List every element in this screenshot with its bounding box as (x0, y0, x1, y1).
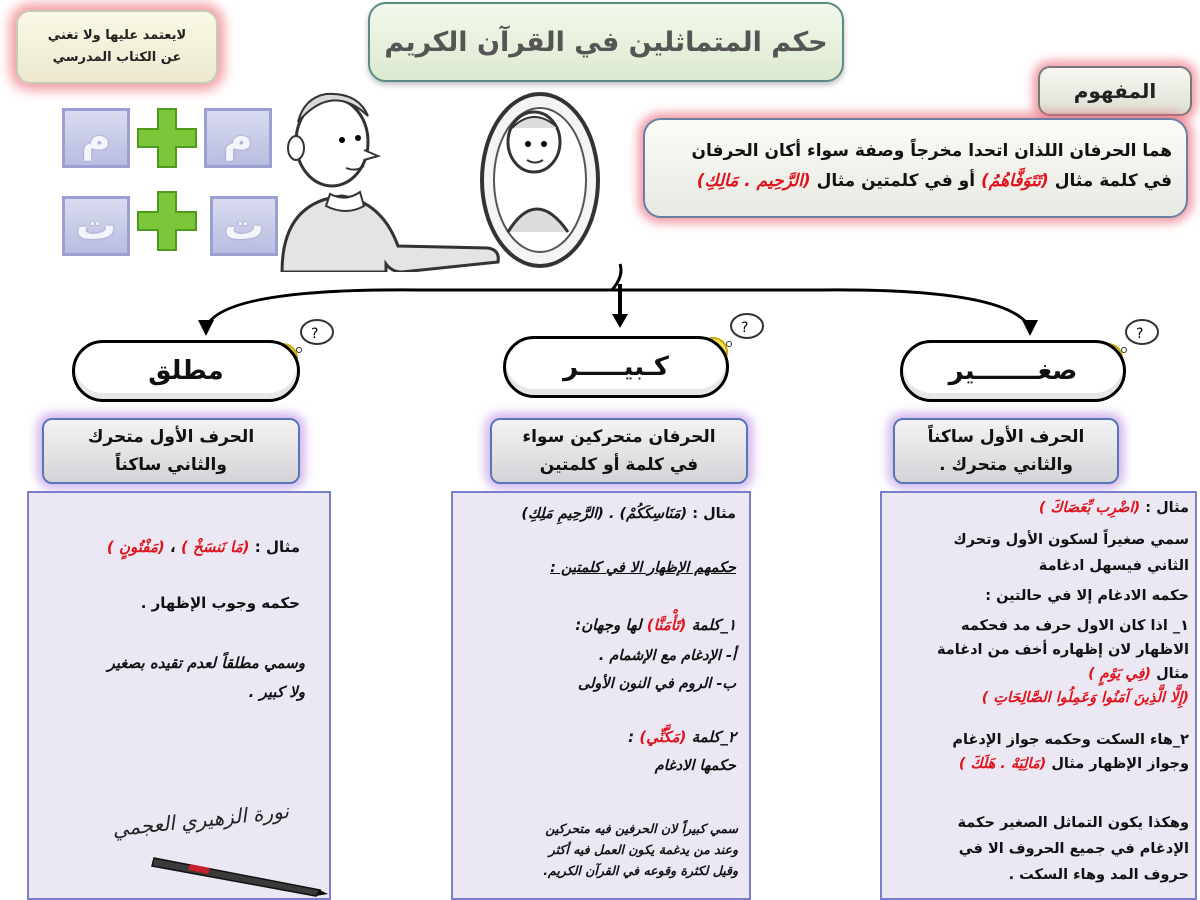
concept-example-1: (تَتَوَفَّاهُمُ) (980, 171, 1049, 191)
plus-icon (136, 190, 198, 252)
disclaimer-line-2: عن الكتاب المدرسي (52, 50, 182, 65)
big-word-2: ٢_كلمة (مَكَّنِّي) : (628, 728, 736, 746)
letter-tile-ta-1: ت (62, 196, 130, 256)
svg-text:?: ? (1136, 326, 1144, 342)
big-example: مثال : (مَنَاسِكَكُمْ) . (الرَّحِيمِ مَلِكِ) (521, 506, 736, 522)
big-rule: الحرفان متحركين سواء في كلمة أو كلمتين (490, 418, 748, 484)
big-word-1: ١_كلمة (تَأْمَنَّا) لها وجهان: (575, 616, 736, 634)
type-absolute-heading: مطلق (72, 340, 300, 402)
mirror-illustration (272, 82, 622, 272)
concept-line-2: في كلمة مثال (تَتَوَفَّاهُمُ) أو في كلمتين مثال (الرَّحِيم . مَالِكِ) (696, 171, 1172, 191)
big-word-2-rule: حكمها الادغام (654, 758, 736, 774)
concept-label: المفهوم (1038, 66, 1192, 116)
disclaimer-note (16, 10, 218, 84)
small-naming-reason: سمي صغيراً لسكون الأول وتحرك الثاني فيسهل ادغامة (953, 532, 1189, 574)
letter-tile-mim-2: م (204, 108, 272, 168)
absolute-example: مثال : (مَا نَنسَخْ ) ، (مَفْتُونٍ ) (106, 538, 300, 556)
small-conclusion: وهكذا يكون التماثل الصغير حكمة الإدغام في جميع الحروف الا في حروف المد وهاء السكت . (957, 815, 1189, 883)
type-big-heading: كـبيـــــر (503, 336, 729, 398)
author-signature: نورة الزهيري العجمي (111, 798, 290, 842)
disclaimer-line-1: لايعتمد عليها ولا تغني (47, 28, 187, 43)
small-example: مثال : (اضْرِب بِّعَصَاكَ ) (1038, 500, 1189, 516)
svg-text:?: ? (741, 320, 749, 336)
big-ruling: حكمهم الإظهار الا في كلمتين : (550, 560, 736, 576)
small-case-1: ١_ اذا كان الاول حرف مد فحكمه الاظهار لان إظهاره أخف من ادغامة مثال (فِي يَوْمٍ ) (إِلَّا الَّذِينَ آمَنُوا وَعَمِلُوا الصَّالِحَاتِ ) (936, 618, 1189, 706)
svg-text:?: ? (311, 326, 319, 342)
letter-tile-ta-2: ت (210, 196, 278, 256)
absolute-ruling: حكمه وجوب الإظهار . (140, 594, 300, 612)
big-naming-reason: سمي كبيراً لان الحرفين فيه متحركين وعند من يدغمة يكون العمل فيه أكثر وقيل لكثرة وقوعه في القرآن الكريم. (543, 821, 738, 878)
small-cases-intro: حكمه الادغام إلا في حالتين : (985, 588, 1189, 604)
concept-example-2: (الرَّحِيم . مَالِكِ) (696, 171, 811, 191)
page-title: حكم المتماثلين في القرآن الكريم (368, 2, 844, 82)
pen-icon (150, 850, 330, 900)
concept-line-1: هما الحرفان اللذان اتحدا مخرجاً وصفة سواء أكان الحرفان (691, 141, 1172, 161)
big-word-1-option-a: أ- الإدغام مع الإشمام . (598, 648, 736, 664)
letter-tile-mim-1: م (62, 108, 130, 168)
type-small-heading: صغـــــــير (900, 340, 1126, 402)
big-word-1-option-b: ب- الروم في النون الأولى (577, 676, 736, 692)
small-rule: الحرف الأول ساكناً والثاني متحرك . (893, 418, 1119, 484)
branch-arrows (0, 258, 1200, 338)
plus-icon (136, 107, 198, 169)
absolute-naming-reason: وسمي مطلقاً لعدم تقيده بصغير ولا كبير . (107, 654, 305, 701)
absolute-rule: الحرف الأول متحرك والثاني ساكناً (42, 418, 300, 484)
small-case-2: ٢_هاء السكت وحكمه جواز الإدغام وجواز الإظهار مثال (مَالِيَهْ . هَلَكَ ) (952, 732, 1189, 772)
concept-definition (643, 118, 1188, 218)
